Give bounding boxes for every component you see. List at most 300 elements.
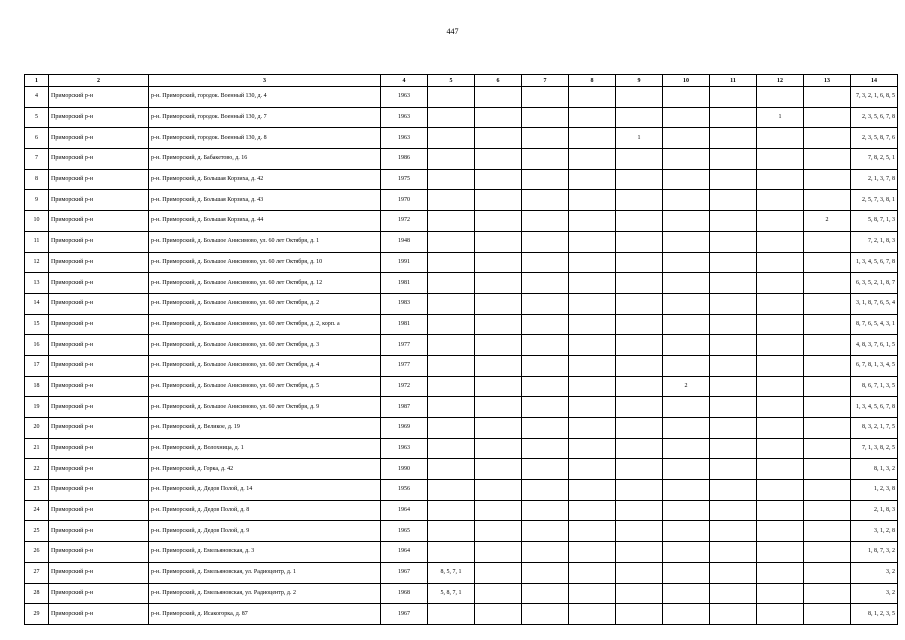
table-row	[25, 542, 898, 563]
col6-cell	[475, 480, 522, 501]
col14-cell: 7, 1, 3, 8, 2, 5	[851, 438, 898, 459]
year-cell: 1986	[381, 149, 428, 170]
year-cell: 1972	[381, 211, 428, 232]
col8-cell	[569, 149, 616, 170]
col14-cell: 2, 3, 5, 8, 7, 6	[851, 128, 898, 149]
address-cell: р-н. Приморский, д. Бабакетово, д. 16	[149, 149, 381, 170]
col13-cell	[804, 542, 851, 563]
col14-cell: 1, 3, 4, 5, 6, 7, 8	[851, 252, 898, 273]
district-cell: Приморский р-н	[49, 107, 149, 128]
col10-cell	[663, 418, 710, 439]
document-table	[24, 74, 898, 625]
col14-cell: 1, 8, 7, 3, 2	[851, 542, 898, 563]
year-cell: 1977	[381, 355, 428, 376]
col6-cell	[475, 107, 522, 128]
district-cell: Приморский р-н	[49, 418, 149, 439]
col8-cell	[569, 459, 616, 480]
header-cell-4: 4	[381, 75, 428, 87]
col14-cell: 8, 6, 7, 1, 3, 5	[851, 376, 898, 397]
col9-cell	[616, 87, 663, 108]
col14-cell: 8, 1, 3, 2	[851, 459, 898, 480]
col13-cell	[804, 231, 851, 252]
col12-cell	[757, 252, 804, 273]
col5-cell: 5, 8, 7, 1	[428, 583, 475, 604]
table-row	[25, 500, 898, 521]
table-row	[25, 355, 898, 376]
col9-cell	[616, 169, 663, 190]
col12-cell	[757, 335, 804, 356]
table-row	[25, 190, 898, 211]
year-cell: 1970	[381, 190, 428, 211]
row-number-cell: 23	[25, 480, 49, 501]
col11-cell	[710, 583, 757, 604]
col8-cell	[569, 521, 616, 542]
col6-cell	[475, 273, 522, 294]
row-number-cell: 21	[25, 438, 49, 459]
district-cell: Приморский р-н	[49, 376, 149, 397]
col6-cell	[475, 231, 522, 252]
col5-cell	[428, 480, 475, 501]
col9-cell	[616, 562, 663, 583]
col10-cell	[663, 583, 710, 604]
col5-cell	[428, 169, 475, 190]
col14-cell: 3, 1, 2, 8	[851, 521, 898, 542]
col13-cell	[804, 583, 851, 604]
header-cell-1: 1	[25, 75, 49, 87]
col9-cell	[616, 314, 663, 335]
col12-cell	[757, 438, 804, 459]
year-cell: 1983	[381, 293, 428, 314]
address-cell: р-н. Приморский, д. Дедов Полой, д. 8	[149, 500, 381, 521]
year-cell: 1967	[381, 604, 428, 625]
col5-cell	[428, 438, 475, 459]
col7-cell	[522, 480, 569, 501]
table-row	[25, 231, 898, 252]
col11-cell	[710, 480, 757, 501]
col7-cell	[522, 438, 569, 459]
row-number-cell: 26	[25, 542, 49, 563]
table-row	[25, 397, 898, 418]
col8-cell	[569, 500, 616, 521]
col11-cell	[710, 190, 757, 211]
row-number-cell: 6	[25, 128, 49, 149]
col5-cell: 8, 5, 7, 1	[428, 562, 475, 583]
table-row	[25, 169, 898, 190]
col10-cell: 2	[663, 376, 710, 397]
col5-cell	[428, 355, 475, 376]
col5-cell	[428, 211, 475, 232]
col12-cell	[757, 293, 804, 314]
district-cell: Приморский р-н	[49, 583, 149, 604]
col6-cell	[475, 128, 522, 149]
header-cell-2: 2	[49, 75, 149, 87]
col7-cell	[522, 335, 569, 356]
row-number-cell: 19	[25, 397, 49, 418]
table-row	[25, 438, 898, 459]
col13-cell	[804, 128, 851, 149]
header-cell-12: 12	[757, 75, 804, 87]
col10-cell	[663, 128, 710, 149]
col14-cell: 5, 8, 7, 1, 3	[851, 211, 898, 232]
table-row	[25, 480, 898, 501]
col13-cell	[804, 459, 851, 480]
col9-cell	[616, 459, 663, 480]
col9-cell	[616, 542, 663, 563]
col14-cell: 8, 3, 2, 1, 7, 5	[851, 418, 898, 439]
col8-cell	[569, 252, 616, 273]
header-cell-14: 14	[851, 75, 898, 87]
table-row	[25, 87, 898, 108]
row-number-cell: 28	[25, 583, 49, 604]
col7-cell	[522, 252, 569, 273]
col7-cell	[522, 376, 569, 397]
col9-cell	[616, 376, 663, 397]
col9-cell	[616, 190, 663, 211]
col8-cell	[569, 562, 616, 583]
district-cell: Приморский р-н	[49, 128, 149, 149]
col9-cell	[616, 583, 663, 604]
col7-cell	[522, 231, 569, 252]
col6-cell	[475, 583, 522, 604]
col6-cell	[475, 252, 522, 273]
col14-cell: 1, 3, 4, 5, 6, 7, 8	[851, 397, 898, 418]
col8-cell	[569, 583, 616, 604]
address-cell: р-н. Приморский, городок. Военный 130, д. 4	[149, 87, 381, 108]
district-cell: Приморский р-н	[49, 500, 149, 521]
col8-cell	[569, 87, 616, 108]
row-number-cell: 4	[25, 87, 49, 108]
header-cell-13: 13	[804, 75, 851, 87]
col12-cell	[757, 418, 804, 439]
col13-cell	[804, 480, 851, 501]
col8-cell	[569, 418, 616, 439]
col12-cell	[757, 273, 804, 294]
col9-cell	[616, 604, 663, 625]
col6-cell	[475, 355, 522, 376]
col5-cell	[428, 335, 475, 356]
year-cell: 1981	[381, 273, 428, 294]
col7-cell	[522, 149, 569, 170]
col6-cell	[475, 418, 522, 439]
year-cell: 1991	[381, 252, 428, 273]
col10-cell	[663, 273, 710, 294]
row-number-cell: 25	[25, 521, 49, 542]
row-number-cell: 20	[25, 418, 49, 439]
col12-cell: 1	[757, 107, 804, 128]
col12-cell	[757, 87, 804, 108]
col13-cell	[804, 376, 851, 397]
district-cell: Приморский р-н	[49, 562, 149, 583]
col5-cell	[428, 397, 475, 418]
col13-cell	[804, 293, 851, 314]
col8-cell	[569, 273, 616, 294]
col5-cell	[428, 293, 475, 314]
col8-cell	[569, 335, 616, 356]
col11-cell	[710, 418, 757, 439]
district-cell: Приморский р-н	[49, 231, 149, 252]
col8-cell	[569, 190, 616, 211]
col7-cell	[522, 211, 569, 232]
col13-cell	[804, 397, 851, 418]
year-cell: 1990	[381, 459, 428, 480]
col12-cell	[757, 190, 804, 211]
col12-cell	[757, 542, 804, 563]
year-cell: 1963	[381, 87, 428, 108]
col6-cell	[475, 314, 522, 335]
col10-cell	[663, 459, 710, 480]
district-cell: Приморский р-н	[49, 169, 149, 190]
col7-cell	[522, 562, 569, 583]
col12-cell	[757, 521, 804, 542]
col11-cell	[710, 521, 757, 542]
col13-cell	[804, 107, 851, 128]
year-cell: 1948	[381, 231, 428, 252]
col11-cell	[710, 376, 757, 397]
col7-cell	[522, 355, 569, 376]
row-number-cell: 5	[25, 107, 49, 128]
address-cell: р-н. Приморский, д. Емельяновская, ул. Радиоцентр, д. 2	[149, 583, 381, 604]
col12-cell	[757, 480, 804, 501]
col7-cell	[522, 87, 569, 108]
row-number-cell: 10	[25, 211, 49, 232]
col10-cell	[663, 169, 710, 190]
table-row	[25, 314, 898, 335]
col12-cell	[757, 562, 804, 583]
table-row	[25, 293, 898, 314]
col14-cell: 4, 8, 3, 7, 6, 1, 5	[851, 335, 898, 356]
col5-cell	[428, 190, 475, 211]
col6-cell	[475, 397, 522, 418]
col8-cell	[569, 604, 616, 625]
address-cell: р-н. Приморский, д. Большая Корзиха, д. 42	[149, 169, 381, 190]
col11-cell	[710, 355, 757, 376]
col7-cell	[522, 418, 569, 439]
col8-cell	[569, 128, 616, 149]
col11-cell	[710, 604, 757, 625]
col12-cell	[757, 128, 804, 149]
col11-cell	[710, 335, 757, 356]
address-cell: р-н. Приморский, д. Большая Корзиха, д. 44	[149, 211, 381, 232]
col10-cell	[663, 521, 710, 542]
col12-cell	[757, 169, 804, 190]
district-cell: Приморский р-н	[49, 542, 149, 563]
col9-cell	[616, 438, 663, 459]
col10-cell	[663, 252, 710, 273]
address-cell: р-н. Приморский, д. Большое Анисимово, ул. 60 лет Октября, д. 3	[149, 335, 381, 356]
col13-cell	[804, 355, 851, 376]
col7-cell	[522, 314, 569, 335]
col8-cell	[569, 293, 616, 314]
col11-cell	[710, 107, 757, 128]
col8-cell	[569, 480, 616, 501]
col14-cell: 3, 1, 8, 7, 6, 5, 4	[851, 293, 898, 314]
col11-cell	[710, 252, 757, 273]
row-number-cell: 7	[25, 149, 49, 170]
row-number-cell: 22	[25, 459, 49, 480]
col10-cell	[663, 107, 710, 128]
col8-cell	[569, 376, 616, 397]
col6-cell	[475, 521, 522, 542]
col5-cell	[428, 418, 475, 439]
year-cell: 1965	[381, 521, 428, 542]
col7-cell	[522, 273, 569, 294]
table-row	[25, 521, 898, 542]
col11-cell	[710, 169, 757, 190]
col11-cell	[710, 438, 757, 459]
col9-cell	[616, 480, 663, 501]
col14-cell: 6, 7, 8, 1, 3, 4, 5	[851, 355, 898, 376]
district-cell: Приморский р-н	[49, 314, 149, 335]
col12-cell	[757, 604, 804, 625]
col5-cell	[428, 87, 475, 108]
col11-cell	[710, 542, 757, 563]
col8-cell	[569, 397, 616, 418]
col6-cell	[475, 293, 522, 314]
col11-cell	[710, 128, 757, 149]
col11-cell	[710, 273, 757, 294]
district-cell: Приморский р-н	[49, 252, 149, 273]
address-cell: р-н. Приморский, д. Большое Анисимово, ул. 60 лет Октября, д. 12	[149, 273, 381, 294]
header-cell-5: 5	[428, 75, 475, 87]
address-cell: р-н. Приморский, д. Дедов Полой, д. 9	[149, 521, 381, 542]
table-row	[25, 562, 898, 583]
col12-cell	[757, 355, 804, 376]
address-cell: р-н. Приморский, д. Емельяновская, ул. Радиоцентр, д. 1	[149, 562, 381, 583]
col5-cell	[428, 500, 475, 521]
col9-cell	[616, 211, 663, 232]
col8-cell	[569, 542, 616, 563]
col6-cell	[475, 335, 522, 356]
col13-cell	[804, 562, 851, 583]
year-cell: 1972	[381, 376, 428, 397]
col10-cell	[663, 335, 710, 356]
col7-cell	[522, 500, 569, 521]
col5-cell	[428, 459, 475, 480]
col14-cell: 6, 3, 5, 2, 1, 8, 7	[851, 273, 898, 294]
year-cell: 1963	[381, 438, 428, 459]
col11-cell	[710, 397, 757, 418]
col13-cell	[804, 521, 851, 542]
col6-cell	[475, 542, 522, 563]
col12-cell	[757, 459, 804, 480]
header-cell-6: 6	[475, 75, 522, 87]
row-number-cell: 16	[25, 335, 49, 356]
address-cell: р-н. Приморский, д. Большое Анисимово, ул. 60 лет Октября, д. 10	[149, 252, 381, 273]
col13-cell	[804, 335, 851, 356]
col10-cell	[663, 190, 710, 211]
col5-cell	[428, 231, 475, 252]
table-row	[25, 604, 898, 625]
col7-cell	[522, 583, 569, 604]
row-number-cell: 9	[25, 190, 49, 211]
row-number-cell: 24	[25, 500, 49, 521]
col12-cell	[757, 376, 804, 397]
col12-cell	[757, 314, 804, 335]
district-cell: Приморский р-н	[49, 335, 149, 356]
district-cell: Приморский р-н	[49, 480, 149, 501]
address-cell: р-н. Приморский, д. Большое Анисимово, ул. 60 лет Октября, д. 2	[149, 293, 381, 314]
col10-cell	[663, 604, 710, 625]
col9-cell: 1	[616, 128, 663, 149]
row-number-cell: 13	[25, 273, 49, 294]
col6-cell	[475, 459, 522, 480]
table-row	[25, 107, 898, 128]
year-cell: 1963	[381, 107, 428, 128]
address-cell: р-н. Приморский, д. Большое Анисимово, ул. 60 лет Октября, д. 2, корп. а	[149, 314, 381, 335]
district-cell: Приморский р-н	[49, 293, 149, 314]
year-cell: 1969	[381, 418, 428, 439]
table-row	[25, 418, 898, 439]
district-cell: Приморский р-н	[49, 273, 149, 294]
address-cell: р-н. Приморский, д. Большое Анисимово, ул. 60 лет Октября, д. 9	[149, 397, 381, 418]
col5-cell	[428, 273, 475, 294]
col5-cell	[428, 149, 475, 170]
col8-cell	[569, 355, 616, 376]
col6-cell	[475, 149, 522, 170]
address-cell: р-н. Приморский, д. Большое Анисимово, ул. 60 лет Октября, д. 5	[149, 376, 381, 397]
col5-cell	[428, 252, 475, 273]
col13-cell	[804, 252, 851, 273]
year-cell: 1968	[381, 583, 428, 604]
col11-cell	[710, 500, 757, 521]
col5-cell	[428, 314, 475, 335]
col10-cell	[663, 231, 710, 252]
header-cell-10: 10	[663, 75, 710, 87]
col6-cell	[475, 500, 522, 521]
district-cell: Приморский р-н	[49, 355, 149, 376]
table-row	[25, 459, 898, 480]
col9-cell	[616, 273, 663, 294]
district-cell: Приморский р-н	[49, 604, 149, 625]
col14-cell: 7, 8, 2, 5, 1	[851, 149, 898, 170]
address-cell: р-н. Приморский, д. Горка, д. 42	[149, 459, 381, 480]
year-cell: 1963	[381, 128, 428, 149]
district-cell: Приморский р-н	[49, 211, 149, 232]
col5-cell	[428, 376, 475, 397]
col9-cell	[616, 107, 663, 128]
col12-cell	[757, 500, 804, 521]
col8-cell	[569, 107, 616, 128]
col10-cell	[663, 87, 710, 108]
district-cell: Приморский р-н	[49, 149, 149, 170]
col10-cell	[663, 314, 710, 335]
col13-cell	[804, 314, 851, 335]
col6-cell	[475, 604, 522, 625]
col6-cell	[475, 438, 522, 459]
col11-cell	[710, 211, 757, 232]
col7-cell	[522, 604, 569, 625]
col9-cell	[616, 397, 663, 418]
address-cell: р-н. Приморский, городок. Военный 130, д. 7	[149, 107, 381, 128]
year-cell: 1981	[381, 314, 428, 335]
col11-cell	[710, 293, 757, 314]
table-row	[25, 149, 898, 170]
col8-cell	[569, 231, 616, 252]
col6-cell	[475, 190, 522, 211]
address-cell: р-н. Приморский, д. Большое Анисимово, ул. 60 лет Октября, д. 1	[149, 231, 381, 252]
col7-cell	[522, 293, 569, 314]
col9-cell	[616, 418, 663, 439]
col7-cell	[522, 107, 569, 128]
col7-cell	[522, 459, 569, 480]
page-number: 447	[446, 27, 459, 36]
table-body	[25, 87, 898, 625]
header-cell-8: 8	[569, 75, 616, 87]
col5-cell	[428, 521, 475, 542]
address-cell: р-н. Приморский, д. Большая Корзиха, д. 43	[149, 190, 381, 211]
header-row	[25, 75, 898, 87]
address-cell: р-н. Приморский, д. Дедов Полой, д. 14	[149, 480, 381, 501]
